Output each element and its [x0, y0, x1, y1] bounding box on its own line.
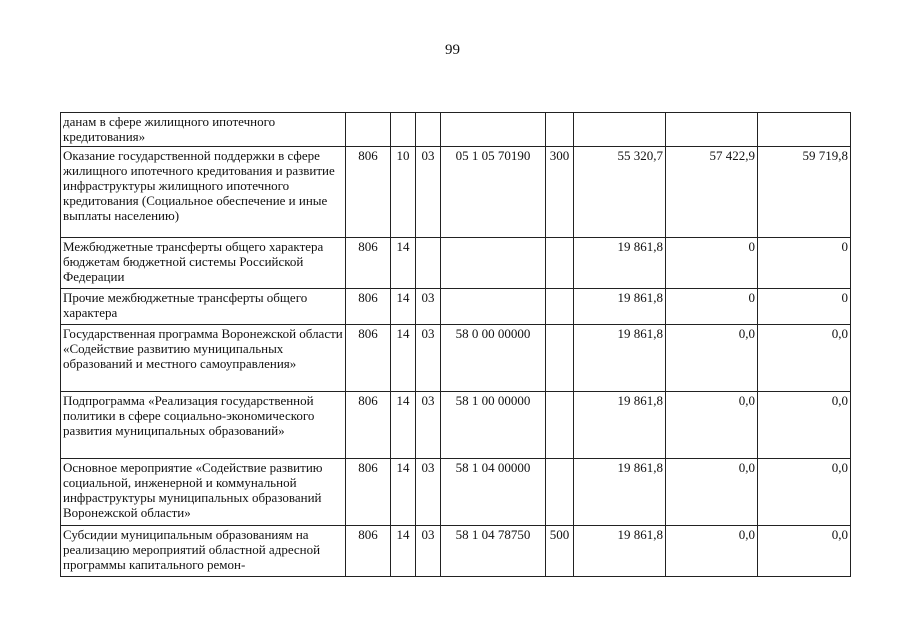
- target-article-cell: [441, 238, 546, 289]
- subsection-cell: 03: [416, 325, 441, 392]
- table-row: [61, 392, 851, 459]
- grbs-cell: 806: [346, 392, 391, 459]
- amount-year1-cell: 19 861,8: [574, 526, 666, 577]
- amount-year1-cell: 55 320,7: [574, 147, 666, 238]
- subsection-cell: 03: [416, 459, 441, 526]
- grbs-cell: [346, 113, 391, 147]
- expense-type-cell: [546, 325, 574, 392]
- section-cell: 14: [391, 459, 416, 526]
- subsection-cell: [416, 113, 441, 147]
- grbs-cell: 806: [346, 459, 391, 526]
- section-cell: 14: [391, 325, 416, 392]
- description-cell: Подпрограмма «Реализация государственной политики в сфере социально-экономического развития муниципальных образований»: [61, 392, 346, 459]
- expense-type-cell: [546, 392, 574, 459]
- section-cell: 14: [391, 392, 416, 459]
- target-article-cell: 58 1 00 00000: [441, 392, 546, 459]
- amount-year3-cell: 0: [758, 238, 851, 289]
- expense-type-cell: [546, 113, 574, 147]
- amount-year3-cell: 59 719,8: [758, 147, 851, 238]
- expense-type-cell: 500: [546, 526, 574, 577]
- description-cell: Оказание государственной поддержки в сфере жилищного ипотечного кредитования и развитие инфраструктуры жилищного ипотечного кредитования (Социальное обеспечение и иные выплаты населению): [61, 147, 346, 238]
- page-number: 99: [445, 42, 460, 58]
- amount-year3-cell: 0: [758, 289, 851, 325]
- amount-year2-cell: 0,0: [666, 526, 758, 577]
- expense-type-cell: [546, 459, 574, 526]
- section-cell: 14: [391, 238, 416, 289]
- amount-year3-cell: 0,0: [758, 392, 851, 459]
- grbs-cell: 806: [346, 289, 391, 325]
- section-cell: 14: [391, 289, 416, 325]
- grbs-cell: 806: [346, 325, 391, 392]
- description-cell: Межбюджетные трансферты общего характера бюджетам бюджетной системы Российской Федерации: [61, 238, 346, 289]
- target-article-cell: [441, 289, 546, 325]
- grbs-cell: 806: [346, 526, 391, 577]
- table-row: [61, 238, 851, 289]
- target-article-cell: 58 1 04 00000: [441, 459, 546, 526]
- section-cell: 10: [391, 147, 416, 238]
- subsection-cell: 03: [416, 289, 441, 325]
- budget-table: [60, 112, 851, 577]
- amount-year2-cell: 0,0: [666, 325, 758, 392]
- section-cell: [391, 113, 416, 147]
- subsection-cell: 03: [416, 526, 441, 577]
- amount-year3-cell: 0,0: [758, 325, 851, 392]
- amount-year1-cell: 19 861,8: [574, 392, 666, 459]
- description-cell: Прочие межбюджетные трансферты общего характера: [61, 289, 346, 325]
- expense-type-cell: [546, 238, 574, 289]
- expense-type-cell: 300: [546, 147, 574, 238]
- target-article-cell: 58 1 04 78750: [441, 526, 546, 577]
- grbs-cell: 806: [346, 147, 391, 238]
- subsection-cell: [416, 238, 441, 289]
- amount-year2-cell: 57 422,9: [666, 147, 758, 238]
- subsection-cell: 03: [416, 147, 441, 238]
- grbs-cell: 806: [346, 238, 391, 289]
- amount-year1-cell: 19 861,8: [574, 289, 666, 325]
- section-cell: 14: [391, 526, 416, 577]
- amount-year3-cell: [758, 113, 851, 147]
- target-article-cell: 58 0 00 00000: [441, 325, 546, 392]
- amount-year1-cell: 19 861,8: [574, 325, 666, 392]
- target-article-cell: 05 1 05 70190: [441, 147, 546, 238]
- expense-type-cell: [546, 289, 574, 325]
- target-article-cell: [441, 113, 546, 147]
- table-row: [61, 325, 851, 392]
- amount-year3-cell: 0,0: [758, 459, 851, 526]
- table-row: [61, 147, 851, 238]
- amount-year2-cell: 0,0: [666, 459, 758, 526]
- amount-year3-cell: 0,0: [758, 526, 851, 577]
- amount-year2-cell: 0: [666, 238, 758, 289]
- amount-year1-cell: [574, 113, 666, 147]
- amount-year2-cell: 0,0: [666, 392, 758, 459]
- table-row: [61, 289, 851, 325]
- amount-year2-cell: 0: [666, 289, 758, 325]
- table-row: [61, 113, 851, 147]
- description-cell: Государственная программа Воронежской области «Содействие развитию муниципальных образований и местного самоуправления»: [61, 325, 346, 392]
- description-cell: Субсидии муниципальным образованиям на реализацию мероприятий областной адресной программы капитального ремон-: [61, 526, 346, 577]
- table-row: [61, 526, 851, 577]
- description-cell: Основное мероприятие «Содействие развитию социальной, инженерной и коммунальной инфраструктуры муниципальных образований Воронежской области»: [61, 459, 346, 526]
- amount-year1-cell: 19 861,8: [574, 238, 666, 289]
- subsection-cell: 03: [416, 392, 441, 459]
- description-cell: данам в сфере жилищного ипотечного кредитования»: [61, 113, 346, 147]
- table-row: [61, 459, 851, 526]
- amount-year2-cell: [666, 113, 758, 147]
- amount-year1-cell: 19 861,8: [574, 459, 666, 526]
